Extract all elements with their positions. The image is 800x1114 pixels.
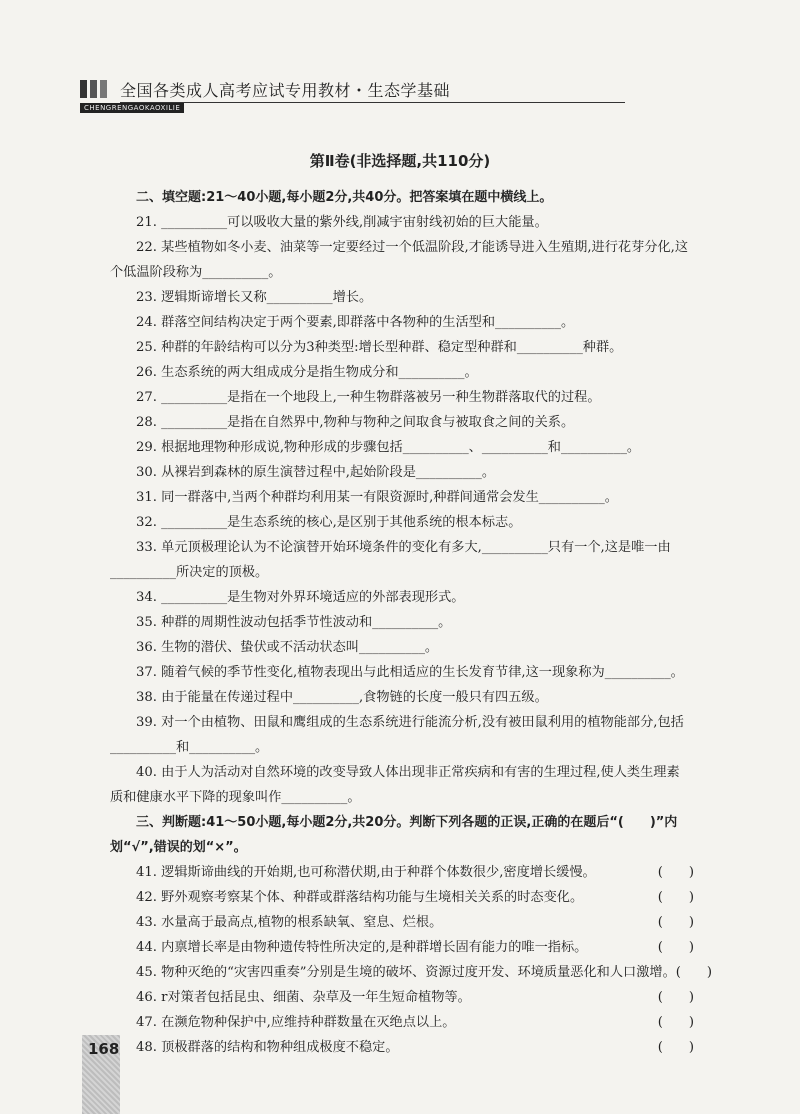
fill-question-line: 39. 对一个由植物、田鼠和鹰组成的生态系统进行能流分析,没有被田鼠利用的植物能部分,包括 bbox=[136, 715, 684, 730]
fill-question-line: 30. 从裸岩到森林的原生演替过程中,起始阶段是__________。 bbox=[136, 465, 496, 480]
judge-question-text: 45. 物种灭绝的“灾害四重奏”分别是生境的破坏、资源过度开发、环境质量恶化和人口激增。 bbox=[136, 965, 676, 980]
fill-question-line: 36. 生物的潜伏、蛰伏或不活动状态叫__________。 bbox=[136, 640, 439, 655]
answer-parentheses[interactable]: () bbox=[657, 890, 720, 905]
fill-question-line: 21. __________可以吸收大量的紫外线,削减宇宙射线初始的巨大能量。 bbox=[136, 215, 548, 230]
running-header bbox=[80, 72, 625, 112]
judge-question-text: 43. 水量高于最高点,植物的根系缺氧、窒息、烂根。 bbox=[136, 915, 443, 930]
page-body bbox=[110, 185, 739, 1060]
fill-question-line: 37. 随着气候的季节性变化,植物表现出与此相适应的生长发育节律,这一现象称为__________。 bbox=[136, 665, 684, 680]
judge-question-text: 47. 在濒危物种保护中,应维持种群数量在灭绝点以上。 bbox=[136, 1015, 456, 1030]
fill-question-line: 32. __________是生态系统的核心,是区别于其他系统的根本标志。 bbox=[136, 515, 522, 530]
judge-question bbox=[110, 935, 720, 960]
fill-question-line: 24. 群落空间结构决定于两个要素,即群落中各物种的生活型和__________。 bbox=[136, 315, 575, 330]
fill-question-line: 40. 由于人为活动对自然环境的改变导致人体出现非正常疾病和有害的生理过程,使人类生理素 bbox=[136, 765, 680, 780]
judge-question bbox=[110, 860, 720, 885]
judge-question-text: 44. 内禀增长率是由物种遗传特性所决定的,是种群增长固有能力的唯一指标。 bbox=[136, 940, 588, 955]
judge-question bbox=[110, 960, 739, 985]
fill-question-line: 28. __________是指在自然界中,物种与物种之间取食与被取食之间的关系。 bbox=[136, 415, 575, 430]
page-number: 168 bbox=[88, 1040, 120, 1058]
fill-question-line: 27. __________是指在一个地段上,一种生物群落被另一种生物群落取代的过程。 bbox=[136, 390, 601, 405]
true-false-questions bbox=[110, 860, 739, 1060]
answer-parentheses[interactable]: () bbox=[657, 1015, 720, 1030]
part3-heading-line1: 三、判断题:41～50小题,每小题2分,共20分。判断下列各题的正误,正确的在题后“( )”内 bbox=[136, 815, 678, 830]
answer-parentheses[interactable]: () bbox=[657, 990, 720, 1005]
judge-question-text: 42. 野外观察考察某个体、种群或群落结构功能与生境相关关系的时态变化。 bbox=[136, 890, 584, 905]
judge-question-text: 48. 顶极群落的结构和物种组成极度不稳定。 bbox=[136, 1040, 399, 1055]
answer-parentheses[interactable]: () bbox=[657, 940, 720, 955]
header-rule bbox=[120, 102, 625, 103]
judge-question bbox=[110, 885, 720, 910]
fill-in-questions bbox=[110, 210, 720, 810]
part3-heading-line2: 划“√”,错误的划“×”。 bbox=[110, 840, 247, 855]
fill-question-line: 质和健康水平下降的现象叫作__________。 bbox=[110, 790, 361, 805]
judge-question bbox=[110, 1010, 720, 1035]
fill-question-line: 个低温阶段称为__________。 bbox=[110, 265, 282, 280]
fill-question-line: __________所决定的顶极。 bbox=[110, 565, 269, 580]
judge-question-text: 46. r对策者包括昆虫、细菌、杂草及一年生短命植物等。 bbox=[136, 990, 471, 1005]
judge-question bbox=[110, 985, 720, 1010]
judge-question bbox=[110, 910, 720, 935]
answer-parentheses[interactable]: () bbox=[657, 1040, 720, 1055]
section-title: 第Ⅱ卷(非选择题,共110分) bbox=[309, 152, 491, 170]
fill-question-line: 26. 生态系统的两大组成成分是指生物成分和__________。 bbox=[136, 365, 478, 380]
answer-parentheses[interactable]: () bbox=[675, 965, 739, 980]
header-series-tag: CHENGRENGAOKAOXILIE bbox=[80, 103, 184, 113]
part2-heading: 二、填空题:21～40小题,每小题2分,共40分。把答案填在题中横线上。 bbox=[136, 190, 553, 205]
fill-question-line: 29. 根据地理物种形成说,物种形成的步骤包括__________、__________和__________。 bbox=[136, 440, 641, 455]
fill-question-line: 38. 由于能量在传递过程中__________,食物链的长度一般只有四五级。 bbox=[136, 690, 548, 705]
fill-question-line: 25. 种群的年龄结构可以分为3种类型:增长型种群、稳定型种群和__________种群。 bbox=[136, 340, 623, 355]
fill-question-line: 22. 某些植物如冬小麦、油菜等一定要经过一个低温阶段,才能诱导进入生殖期,进行花芽分化,这 bbox=[136, 240, 689, 255]
fill-question-line: __________和__________。 bbox=[110, 740, 269, 755]
fill-question-line: 33. 单元顶极理论认为不论演替开始环境条件的变化有多大,__________只有一个,这是唯一由 bbox=[136, 540, 671, 555]
fill-question-line: 23. 逻辑斯谛增长又称__________增长。 bbox=[136, 290, 373, 305]
fill-question-line: 31. 同一群落中,当两个种群均利用某一有限资源时,种群间通常会发生__________。 bbox=[136, 490, 618, 505]
header-ornament bbox=[80, 80, 107, 98]
header-title: 全国各类成人高考应试专用教材・生态学基础 bbox=[120, 81, 451, 100]
judge-question-text: 41. 逻辑斯谛曲线的开始期,也可称潜伏期,由于种群个体数很少,密度增长缓慢。 bbox=[136, 865, 596, 880]
answer-parentheses[interactable]: () bbox=[657, 915, 720, 930]
judge-question bbox=[110, 1035, 720, 1060]
answer-parentheses[interactable]: () bbox=[657, 865, 720, 880]
fill-question-line: 34. __________是生物对外界环境适应的外部表现形式。 bbox=[136, 590, 465, 605]
fill-question-line: 35. 种群的周期性波动包括季节性波动和__________。 bbox=[136, 615, 452, 630]
